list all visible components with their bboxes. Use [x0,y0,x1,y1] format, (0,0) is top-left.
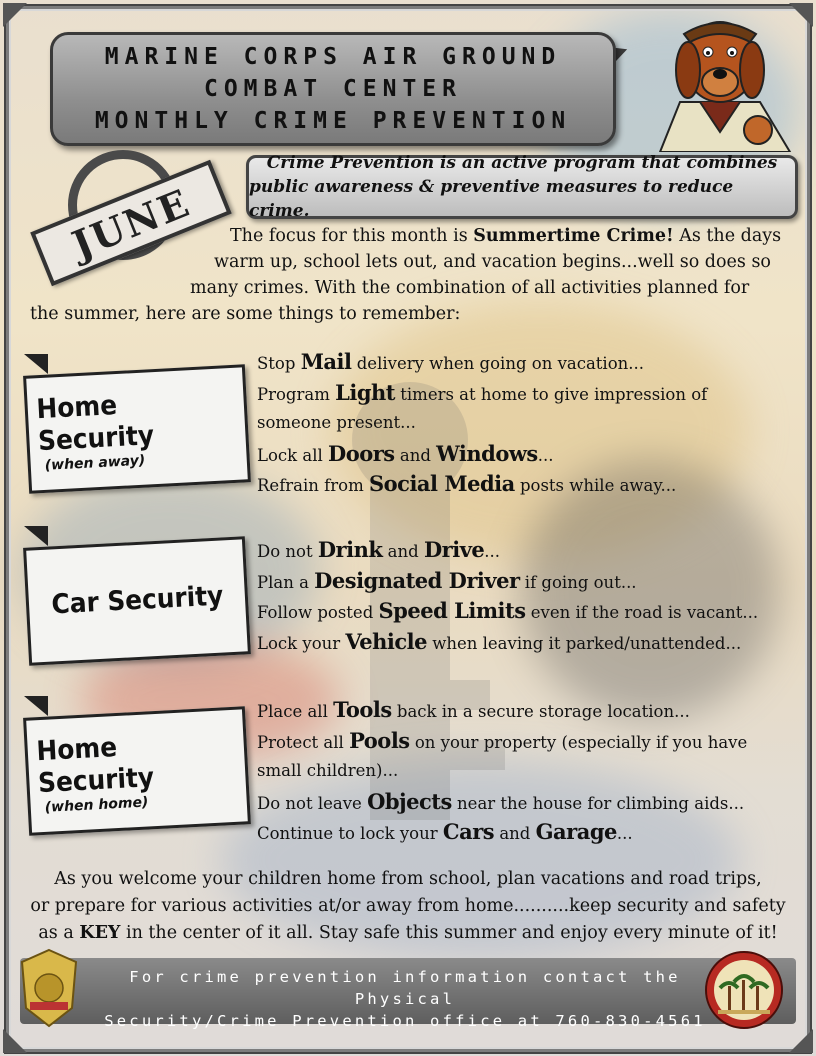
tip-text: Place all [257,702,334,721]
intro-line: many crimes. With the combination of all activities planned for [190,278,750,298]
intro-line: The focus for this month is Summertime Crime! As the days [230,226,782,246]
tip-text: ... [616,824,633,843]
tip-keyword: Pools [349,727,410,753]
tagline-line: public awareness & preventive measures to reduce crime. [249,177,734,221]
tip-text: if going out... [519,572,637,592]
tip-item [257,627,758,658]
tip-text: delivery when going on vacation... [351,354,645,373]
tip-keyword: Light [335,379,396,405]
tip-text: Lock all [257,445,329,465]
tagline-line: Crime Prevention is an active program that combines [266,153,778,173]
tip-text: Program [257,384,336,404]
footer-bar [20,958,796,1030]
tip-keyword: Tools [333,697,392,722]
tip-item [257,439,707,470]
section-title: Car Security [50,580,224,621]
tip-keyword: Drive [423,537,485,562]
intro-line: the summer, here are some things to remember: [30,304,461,324]
tip-text: Refrain from [257,476,369,495]
tip-keyword: Designated Driver [314,567,520,593]
closing-paragraph [14,866,802,947]
tip-item [257,596,758,627]
tips-list-home-when-home [257,695,747,848]
tip-text: small children)... [257,761,399,780]
tip-item [257,787,747,818]
tip-item [257,378,707,409]
crime-dog-mascot-icon [640,12,800,152]
tip-keyword: Vehicle [345,628,427,654]
tip-text: timers at home to give impression of [395,384,708,404]
tip-item [257,817,747,848]
tips-list-car [257,535,758,657]
tip-text: and [394,445,437,465]
intro-line: warm up, school lets out, and vacation begins...well so does so [214,252,771,272]
header-line: MONTHLY CRIME PREVENTION [94,108,572,134]
tip-text: posts while away... [514,476,677,495]
tip-keyword: Social Media [369,471,515,496]
tip-item [257,535,758,566]
tip-text: Do not [257,542,318,561]
tip-item [257,347,707,378]
tip-keyword: Drink [317,537,383,562]
tip-text: someone present... [257,413,416,432]
tip-text: on your property (especially if you have [409,732,748,752]
tip-text: ... [484,542,501,561]
tip-item [257,408,707,439]
tip-keyword: Windows [436,440,538,466]
tip-item [257,726,747,757]
tip-item [257,756,747,787]
tip-text: Follow posted [257,603,379,622]
closing-line: or prepare for various activities at/or away from home..........keep security and safety [30,896,786,916]
tip-keyword: Speed Limits [378,598,526,623]
military-police-badge-icon [18,948,80,1028]
tip-keyword: Garage [535,819,617,844]
section-subtitle: (when home) [44,794,149,816]
tip-text: near the house for climbing aids... [451,793,745,813]
section-subtitle: (when away) [44,452,146,474]
tip-keyword: Objects [367,788,452,814]
tip-item [257,469,707,500]
closing-line: as a KEY in the center of it all. Stay safe this summer and enjoy every minute of it! [38,923,778,943]
section-title: Home Security [35,732,155,800]
tip-text: Continue to lock your [257,824,443,843]
tip-text: even if the road is vacant... [525,603,759,622]
tip-text: and [494,824,536,843]
header-line: MARINE CORPS AIR GROUND [104,44,562,70]
month-stamp [40,150,220,270]
section-title: Home Security [35,390,155,458]
tip-text: Do not leave [257,793,368,813]
footer-line: Security/Crime Prevention office at 760-830-4561 [104,1012,706,1030]
tip-text: ... [537,445,554,465]
tip-item [257,566,758,597]
tip-text: Protect all [257,732,350,752]
tip-text: back in a secure storage location... [391,702,690,721]
tagline-box [246,155,798,219]
tips-list-home-away [257,347,707,500]
footer-line: For crime prevention information contact the Physical [129,968,681,1008]
tip-text: when leaving it parked/unattended... [427,633,742,653]
closing-line: As you welcome your children home from school, plan vacations and road trips, [54,869,762,889]
tip-item [257,695,747,726]
month-label: JUNE [65,179,197,267]
combat-center-seal-icon [704,950,784,1030]
tip-text: Stop [257,354,301,373]
tip-text: and [382,542,424,561]
tip-text: Lock your [257,633,346,653]
tip-keyword: Cars [442,819,495,844]
tip-text: Plan a [257,572,315,592]
tip-keyword: Doors [328,440,395,466]
key-word: KEY [79,923,121,943]
intro-highlight: Summertime Crime! [473,226,674,246]
header-banner [50,32,616,146]
tip-keyword: Mail [300,349,352,374]
header-line: COMBAT CENTER [203,76,462,102]
